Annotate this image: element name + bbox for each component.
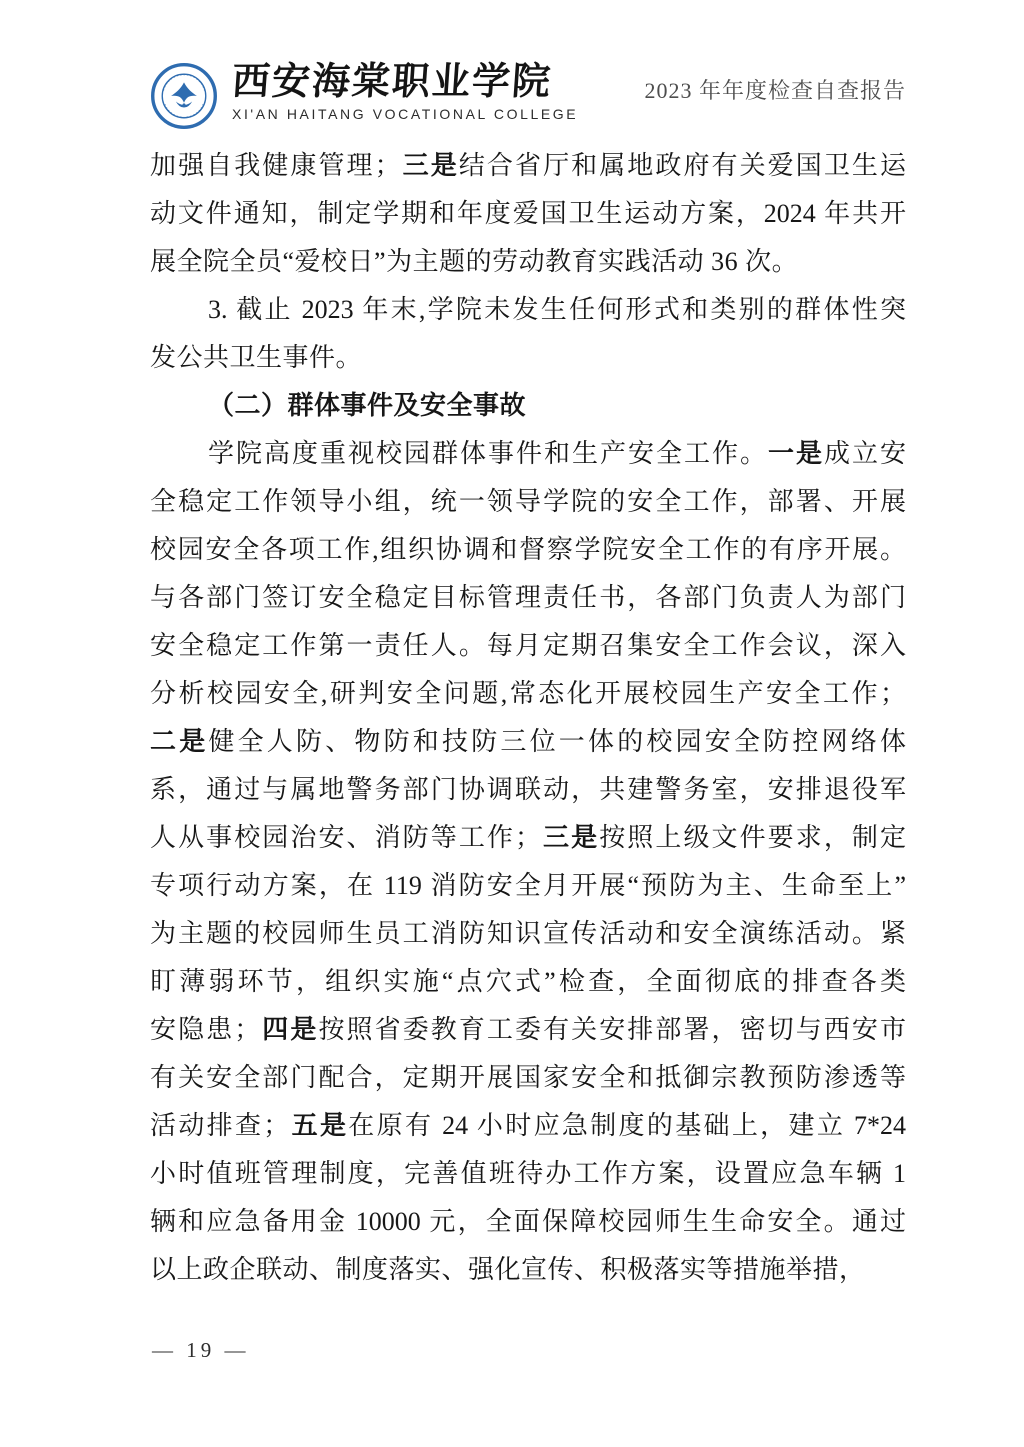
body-text: 系，通过与属地警务部门协调联动，共建警务室，安排退役军: [150, 775, 906, 804]
text-line: [150, 766, 906, 814]
page-footer: [152, 1338, 250, 1363]
body-text: 有关安全部门配合，定期开展国家安全和抵御宗教预防渗透等: [150, 1063, 906, 1092]
college-name-en: XI'AN HAITANG VOCATIONAL COLLEGE: [232, 106, 579, 122]
text-line: [150, 286, 906, 334]
body-text: 安全稳定工作第一责任人。每月定期召集安全工作会议，深入: [150, 631, 906, 660]
body-text: 校园安全各项工作,组织协调和督察学院安全工作的有序开展。: [150, 535, 906, 564]
text-line: [150, 718, 906, 766]
body-text: 健全人防、物防和技防三位一体的校园安全防控网络体: [208, 727, 906, 756]
body-text: 专项行动方案，在 119 消防安全月开展“预防为主、生命至上”: [150, 871, 906, 900]
text-line: [150, 670, 906, 718]
body-text: 以上政企联动、制度落实、强化宣传、积极落实等措施举措，: [150, 1255, 866, 1284]
text-line: [150, 958, 906, 1006]
text-line: [150, 238, 906, 286]
body-text: 辆和应急备用金 10000 元，全面保障校园师生生命安全。通过: [150, 1207, 906, 1236]
page-number: — 19 —: [152, 1338, 250, 1362]
body-text: 成立安: [823, 439, 906, 468]
document-body: [150, 142, 906, 1294]
text-line: [150, 478, 906, 526]
body-text: 全稳定工作领导小组，统一领导学院的安全工作，部署、开展: [150, 487, 906, 516]
body-text: 与各部门签订安全稳定目标管理责任书，各部门负责人为部门: [150, 583, 906, 612]
text-line: [150, 190, 906, 238]
body-text: 学院高度重视校园群体事件和生产安全工作。: [208, 439, 768, 468]
section-heading: [150, 382, 906, 430]
text-line: [150, 814, 906, 862]
text-line: [150, 1246, 906, 1294]
text-line: [150, 910, 906, 958]
body-text: 为主题的校园师生员工消防知识宣传活动和安全演练活动。紧: [150, 919, 906, 948]
text-line: [150, 574, 906, 622]
text-line: [150, 334, 906, 382]
body-text: 按照省委教育工委有关安排部署，密切与西安市: [318, 1015, 906, 1044]
body-text: 盯薄弱环节，组织实施“点穴式”检查，全面彻底的排查各类: [150, 967, 906, 996]
body-text: 发公共卫生事件。: [150, 343, 363, 372]
body-text: 安隐患；: [150, 1015, 261, 1044]
body-text: 按照上级文件要求，制定: [599, 823, 906, 852]
college-name-cn: 西安海棠职业学院: [230, 61, 554, 103]
college-logo: [150, 62, 218, 130]
bold-ordinal-text: 四是: [260, 1015, 319, 1044]
body-text: 在原有 24 小时应急制度的基础上，建立 7*24: [348, 1111, 906, 1140]
body-text: 人从事校园治安、消防等工作；: [150, 823, 541, 852]
text-line: [150, 862, 906, 910]
body-text: 小时值班管理制度，完善值班待办工作方案，设置应急车辆 1: [150, 1159, 906, 1188]
text-line: [150, 1198, 906, 1246]
body-text: 活动排查；: [150, 1111, 290, 1140]
text-line: [150, 1054, 906, 1102]
bold-ordinal-text: 二是: [150, 727, 209, 756]
bold-ordinal-text: （二）群体事件及安全事故: [208, 391, 527, 420]
college-title-block: [232, 60, 578, 122]
body-text: 加强自我健康管理；: [150, 151, 401, 180]
bold-ordinal-text: 三是: [540, 823, 600, 852]
body-text: 分析校园安全,研判安全问题,常态化开展校园生产安全工作；: [150, 679, 906, 708]
body-text: 展全院全员“爱校日”为主题的劳动教育实践活动 36 次。: [150, 247, 799, 276]
page-header: [150, 60, 906, 130]
text-line: [150, 430, 906, 478]
bold-ordinal-text: 五是: [289, 1111, 349, 1140]
bold-ordinal-text: 三是: [400, 151, 459, 180]
body-text: 3. 截止 2023 年末,学院未发生任何形式和类别的群体性突: [208, 295, 906, 324]
report-title: 2023 年年度检查自查报告: [644, 78, 906, 103]
text-line: [150, 526, 906, 574]
text-line: [150, 622, 906, 670]
text-line: [150, 1006, 906, 1054]
text-line: [150, 1102, 906, 1150]
logo-emblem-icon: [150, 62, 218, 130]
text-line: [150, 1150, 906, 1198]
bold-ordinal-text: 一是: [767, 439, 824, 468]
text-line: [150, 142, 906, 190]
body-text: 结合省厅和属地政府有关爱国卫生运: [458, 151, 906, 180]
body-text: 动文件通知，制定学期和年度爱国卫生运动方案，2024 年共开: [150, 199, 906, 228]
